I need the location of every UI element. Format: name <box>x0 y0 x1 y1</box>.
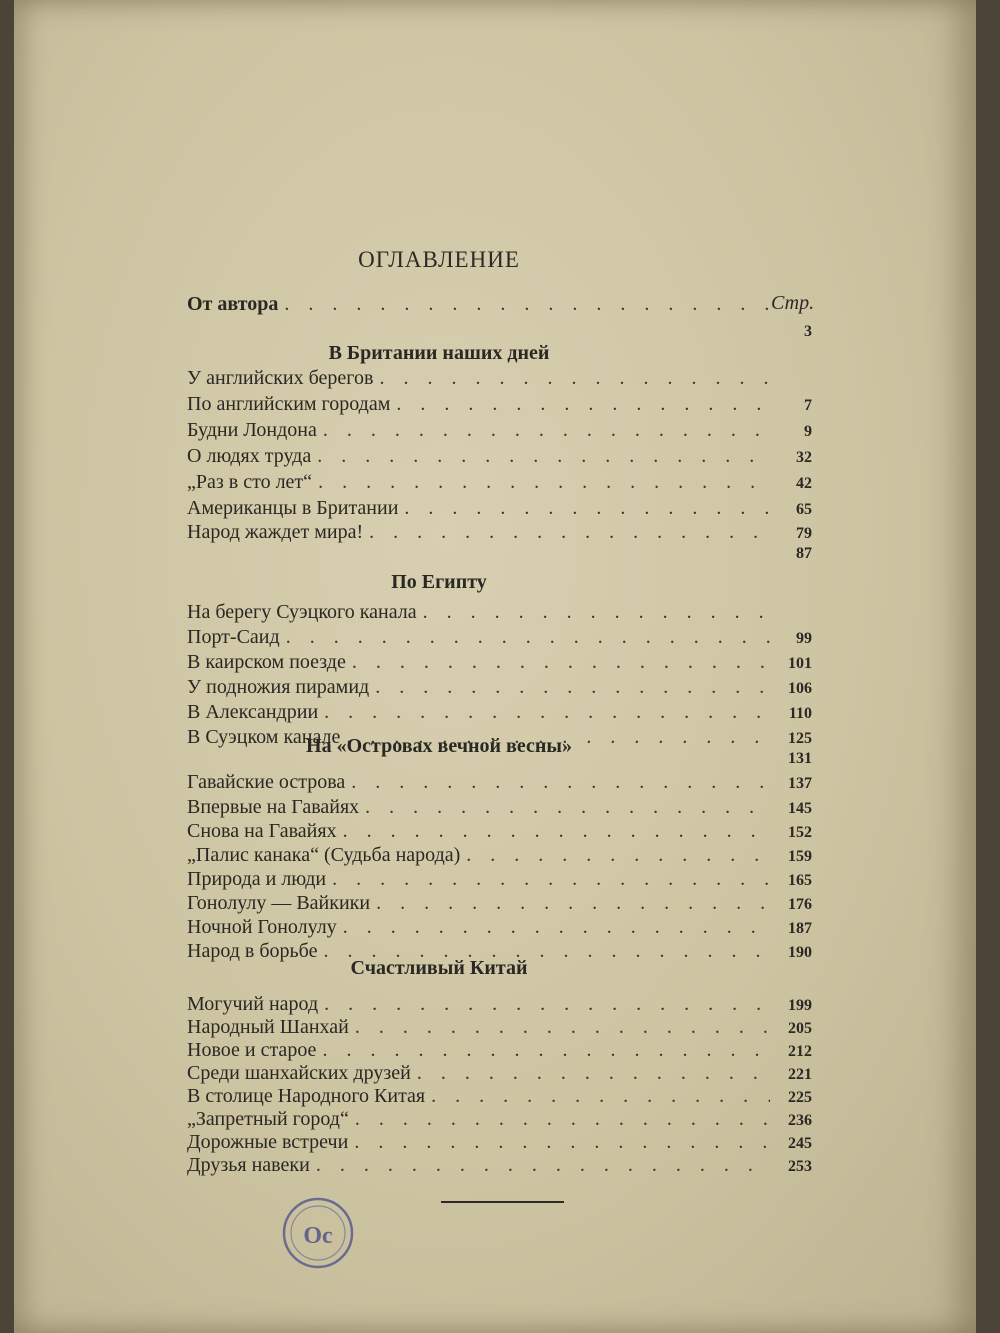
section-heading-china: Счастливый Китай <box>350 957 528 979</box>
toc-entry <box>187 868 812 894</box>
toc-entry-title: О людях труда <box>187 445 312 467</box>
toc-entry <box>187 393 812 419</box>
leader-dots <box>324 701 770 724</box>
leader-dots <box>343 916 770 939</box>
toc-entry-title: Снова на Гавайях <box>187 820 337 842</box>
toc-entry <box>187 796 812 822</box>
leader-dots <box>332 868 770 891</box>
leader-dots <box>354 1131 770 1154</box>
leader-dots <box>376 892 770 915</box>
section-heading-egypt: По Египту <box>391 571 487 593</box>
toc-entry-page: 110 <box>788 705 812 722</box>
section-heading-britain: В Британии наших дней <box>328 342 550 364</box>
toc-entry-title: Ночной Гонолулу <box>187 916 337 938</box>
toc-entry-title: „Запретный город“ <box>187 1108 349 1130</box>
toc-entry-title: Среди шанхайских друзей <box>187 1062 411 1084</box>
closing-rule <box>441 1201 564 1203</box>
toc-entry <box>187 545 812 571</box>
leader-dots <box>365 796 770 819</box>
toc-entry <box>187 471 812 497</box>
toc-entry <box>187 1154 812 1180</box>
toc-entry-page: 42 <box>796 475 812 492</box>
toc-entry-title: Народный Шанхай <box>187 1016 349 1038</box>
toc-entry-page: 205 <box>788 1020 812 1037</box>
toc-entry <box>187 497 812 523</box>
toc-entry-page: 199 <box>788 997 812 1014</box>
toc-entry-page: 65 <box>796 501 812 518</box>
toc-entry-page: 3 <box>804 323 812 340</box>
leader-dots <box>355 1108 770 1131</box>
leader-dots <box>323 419 770 442</box>
toc-entry-page: 236 <box>788 1112 812 1129</box>
toc-entry-title: Гонолулу — Вайкики <box>187 892 371 914</box>
toc-entry <box>187 445 812 471</box>
toc-entry-page: 221 <box>788 1066 812 1083</box>
leader-dots <box>466 844 770 867</box>
toc-entry-page: 165 <box>788 872 812 889</box>
library-stamp-icon <box>278 1193 358 1273</box>
toc-entry-page: 79 <box>796 525 812 542</box>
leader-dots <box>284 293 770 316</box>
toc-entry-page: 9 <box>804 423 812 440</box>
toc-entry-title: Народ жаждет мира! <box>187 521 364 543</box>
toc-title: ОГЛАВЛЕНИЕ <box>358 247 520 272</box>
leader-dots <box>375 676 770 699</box>
toc-entry <box>187 419 812 445</box>
leader-dots <box>317 445 770 468</box>
book-page <box>14 0 976 1333</box>
leader-dots <box>404 497 770 520</box>
toc-entry-page: 101 <box>788 655 812 672</box>
toc-entry-title: Будни Лондона <box>187 419 317 441</box>
leader-dots <box>318 471 770 494</box>
leader-dots <box>355 1016 770 1039</box>
toc-entry-page: 106 <box>788 680 812 697</box>
toc-entry <box>187 701 812 727</box>
toc-entry-title: „Раз в сто лет“ <box>187 471 313 493</box>
toc-entry-page: 32 <box>796 449 812 466</box>
leader-dots <box>316 1154 770 1177</box>
page-column-label: Стр. <box>771 292 815 314</box>
toc-entry-title: Народ в борьбе <box>187 940 318 962</box>
leader-dots <box>369 521 770 544</box>
leader-dots <box>351 771 770 794</box>
toc-entry <box>187 820 812 846</box>
toc-entry-page: 225 <box>788 1089 812 1106</box>
toc-entry-title: По английским городам <box>187 393 391 415</box>
toc-entry <box>187 771 812 797</box>
toc-entry-title: Друзья навеки <box>187 1154 310 1176</box>
toc-entry-page: 131 <box>788 750 812 767</box>
toc-entry-title: На берегу Суэцкого канала <box>187 601 417 623</box>
toc-entry-page: 152 <box>788 824 812 841</box>
toc-entry-title: У подножия пирамид <box>187 676 370 698</box>
toc-entry-page: 7 <box>804 397 812 414</box>
leader-dots <box>324 993 770 1016</box>
leader-dots <box>431 1085 770 1108</box>
leader-dots <box>423 601 770 624</box>
toc-entry-title: В Александрии <box>187 701 319 723</box>
section-heading-hawaii: На «Островах вечной весны» <box>306 735 572 757</box>
toc-entry-title: В Суэцком канале <box>187 726 341 748</box>
leader-dots <box>286 626 770 649</box>
toc-entry-title: Природа и люди <box>187 868 327 890</box>
toc-entry-page: 125 <box>788 730 812 747</box>
toc-entry <box>187 367 812 393</box>
toc-entry <box>187 676 812 702</box>
toc-entry-page: 87 <box>796 545 812 562</box>
toc-entry <box>187 601 812 627</box>
toc-entry-title: Могучий народ <box>187 993 319 1015</box>
toc-entry-title: Гавайские острова <box>187 771 346 793</box>
leader-dots <box>417 1062 770 1085</box>
toc-entry-title: От автора <box>187 293 279 315</box>
toc-entry-title: Порт-Саид <box>187 626 280 648</box>
toc-entry-title: Новое и старое <box>187 1039 317 1061</box>
toc-entry <box>187 844 812 870</box>
toc-entry-page: 190 <box>788 944 812 961</box>
toc-entry <box>187 916 812 942</box>
leader-dots <box>352 651 770 674</box>
toc-entry-page: 145 <box>788 800 812 817</box>
toc-entry <box>187 651 812 677</box>
toc-entry-title: Дорожные встречи <box>187 1131 349 1153</box>
leader-dots <box>343 820 770 843</box>
toc-entry-page: 137 <box>788 775 812 792</box>
toc-entry-page: 212 <box>788 1043 812 1060</box>
toc-entry <box>187 892 812 918</box>
toc-entry-page: 176 <box>788 896 812 913</box>
toc-entry-title: У английских берегов <box>187 367 374 389</box>
toc-entry-title: „Палис канака“ (Судьба народа) <box>187 844 461 866</box>
toc-entry-title: В столице Народного Китая <box>187 1085 426 1107</box>
toc-entry-title: В каирском поезде <box>187 651 346 673</box>
leader-dots <box>396 393 770 416</box>
toc-entry-page: 187 <box>788 920 812 937</box>
toc-entry-page: 159 <box>788 848 812 865</box>
stamp-text: Ос <box>303 1223 333 1249</box>
toc-entry-title: Американцы в Британии <box>187 497 399 519</box>
toc-entry-intro <box>187 292 815 340</box>
toc-entry <box>187 521 812 547</box>
toc-entry-title: Впервые на Гавайях <box>187 796 360 818</box>
toc-entry-page: 253 <box>788 1158 812 1175</box>
toc-entry <box>187 626 812 652</box>
toc-entry-page: 99 <box>796 630 812 647</box>
leader-dots <box>322 1039 770 1062</box>
leader-dots <box>379 367 770 390</box>
toc-entry-page: 245 <box>788 1135 812 1152</box>
